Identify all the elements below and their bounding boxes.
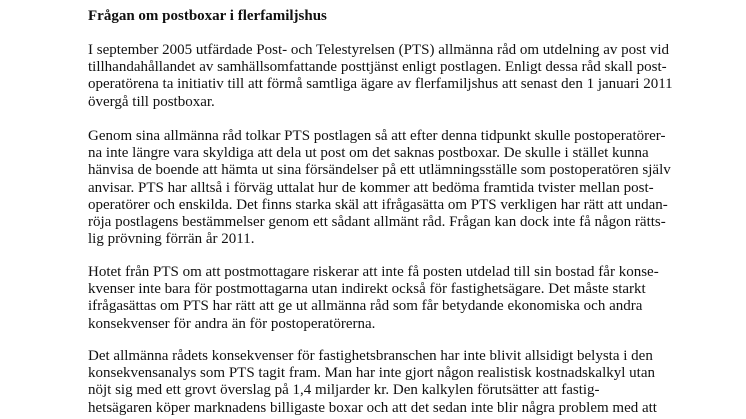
document-title: Frågan om postboxar i flerfamiljshus <box>88 8 327 24</box>
text-line: hänvisa de boende att hämta ut sina försändelser på ett utlämningsställe som postoperatören själv <box>88 162 671 179</box>
text-line: hetsägaren köper marknadens billigaste boxar och att det sedan inte blir några problem med att <box>88 399 657 416</box>
text-line: kvenser inte bara för postmottagarna utan indirekt också för fastighetsägare. Det måste starkt <box>88 281 646 298</box>
paragraph-3 <box>88 264 659 333</box>
text-line: Genom sina allmänna råd tolkar PTS postlagen så att efter denna tidpunkt skulle postoperatörer- <box>88 128 666 144</box>
text-line: konsekvenser för andra än för postoperatörerna. <box>88 315 376 332</box>
text-line: Det allmänna rådets konsekvenser för fastighetsbranschen har inte blivit allsidigt belysta i den <box>88 348 653 364</box>
text-line: övergå till postboxar. <box>88 93 215 110</box>
text-line: ifrågasättas om PTS har rätt att ge ut allmänna råd som får betydande ekonomiska och andra <box>88 298 643 315</box>
text-line: operatörena ta initiativ till att förmå samtliga ägare av flerfamiljshus att senast den 1 januari 2011 <box>88 76 673 93</box>
text-line: Hotet från PTS om att postmottagare riskerar att inte få posten utdelad till sin bostad får konse- <box>88 264 659 280</box>
text-line: tillhandahållandet av samhällsomfattande posttjänst enligt postlagen. Enligt dessa råd skall post- <box>88 59 667 76</box>
paragraph-1 <box>88 42 673 111</box>
text-line: anvisar. PTS har alltså i förväg uttalat hur de kommer att bedöma framtida tvister mellan post- <box>88 179 654 196</box>
text-line: lig prövning förrän år 2011. <box>88 231 255 248</box>
text-line: operatörer och enskilda. Det finns starka skäl att ifrågasätta om PTS verkligen har rätt att undan- <box>88 196 668 213</box>
text-line: na inte längre vara skyldiga att dela ut post om det saknas postboxar. De skulle i stället kunna <box>88 145 649 162</box>
text-line: röja postlagens bestämmelser genom ett sådant allmänt råd. Frågan kan dock inte få någon rätts- <box>88 213 666 230</box>
paragraph-2 <box>88 128 671 248</box>
text-line: I september 2005 utfärdade Post- och Telestyrelsen (PTS) allmänna råd om utdelning av post vid <box>88 42 670 58</box>
paragraph-4 <box>88 348 657 417</box>
text-line: nöjt sig med ett grovt överslag på 1,4 miljarder kr. Den kalkylen förutsätter att fastig- <box>88 382 600 399</box>
text-line: konsekvensanalys som PTS tagit fram. Man har inte gjort någon realistisk kostnadskalkyl utan <box>88 365 655 382</box>
